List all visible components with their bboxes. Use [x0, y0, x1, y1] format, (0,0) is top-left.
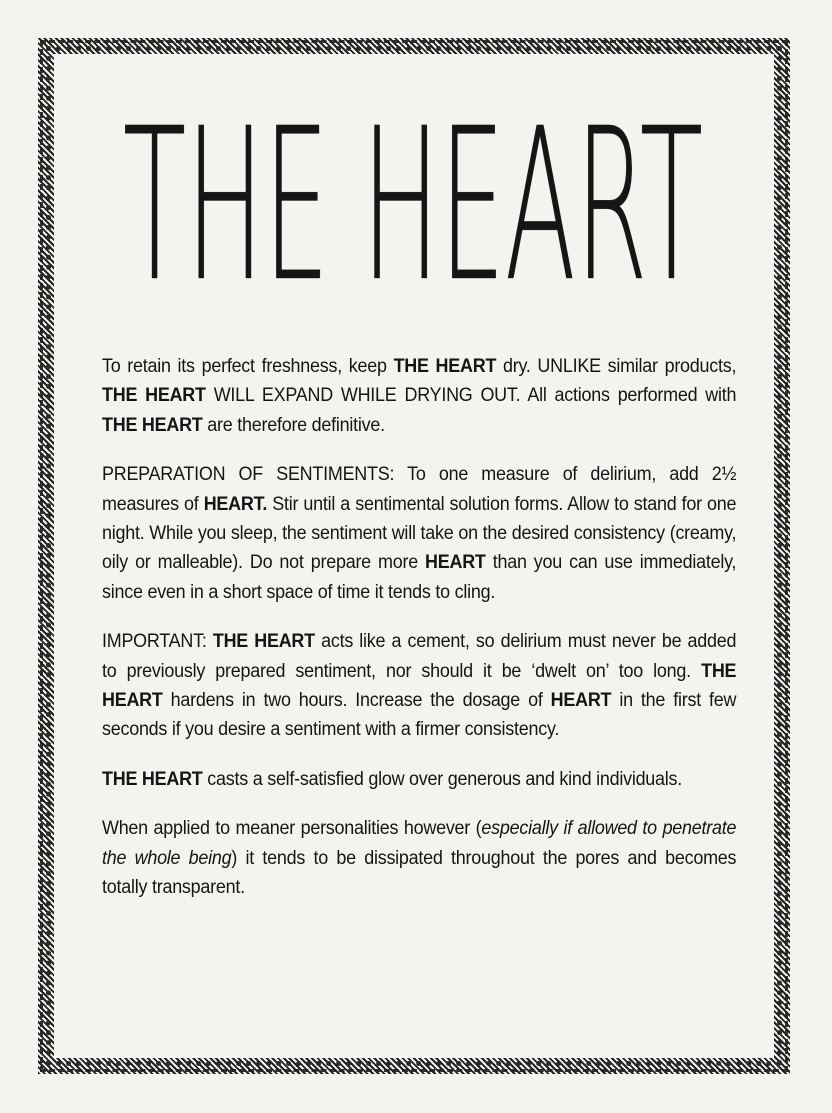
text-run: To retain its perfect freshness, keep	[102, 356, 394, 377]
text-run: in the first few seconds if you desire a sentiment with a firmer consistency.	[102, 690, 737, 741]
paragraph-4	[102, 765, 736, 794]
text-run: THE HEART	[102, 660, 737, 712]
text-run: THE HEART	[102, 414, 203, 436]
text-run: HEART.	[203, 493, 268, 515]
text-run: HEART	[425, 552, 486, 574]
document-title	[118, 120, 708, 290]
paragraph-3	[102, 627, 736, 745]
text-run: THE HEART	[393, 356, 497, 377]
text-run: hardens in two hours. Increase the dosage of	[162, 690, 551, 712]
text-run: are therefore definitive.	[202, 414, 385, 436]
text-run: THE HEART	[102, 768, 203, 790]
text-run: WILL EXPAND WHILE DRYING OUT. All actions performed with	[205, 385, 737, 407]
text-run: THE HEART	[102, 385, 206, 407]
text-run: THE HEART	[212, 631, 315, 653]
paragraph-5	[102, 814, 736, 902]
text-run: especially if allowed to penetrate the whole being	[102, 818, 737, 869]
text-run: dry. UNLIKE similar products,	[496, 356, 737, 377]
text-run: ) it tends to be dissipated throughout the pores and becomes totally transparent.	[102, 847, 737, 899]
text-run: PREPARATION OF SENTIMENTS: To one measure of delirium, add 2½ measures of	[102, 464, 737, 515]
text-run: than you can use immediately, since even in a short space of time it tends to cling.	[102, 552, 737, 603]
paragraph-2	[102, 460, 736, 607]
text-run: When applied to meaner personalities however (	[102, 818, 482, 840]
paragraph-1	[102, 352, 736, 440]
text-run: casts a self-satisfied glow over generous and kind individuals.	[202, 768, 683, 790]
text-run: acts like a cement, so delirium must never be added to previously prepared sentiment, nor should it be ‘dwelt on’ too long.	[102, 631, 737, 682]
title-text: THE HEART	[123, 120, 703, 290]
document-body	[102, 352, 737, 923]
text-run: HEART	[550, 690, 612, 712]
text-run: Stir until a sentimental solution forms. Allow to stand for one night. While you sleep, the sentiment will take on the desired consistency (creamy, oily or malleable). Do not prepare more	[102, 493, 737, 574]
text-run: IMPORTANT:	[102, 631, 213, 653]
